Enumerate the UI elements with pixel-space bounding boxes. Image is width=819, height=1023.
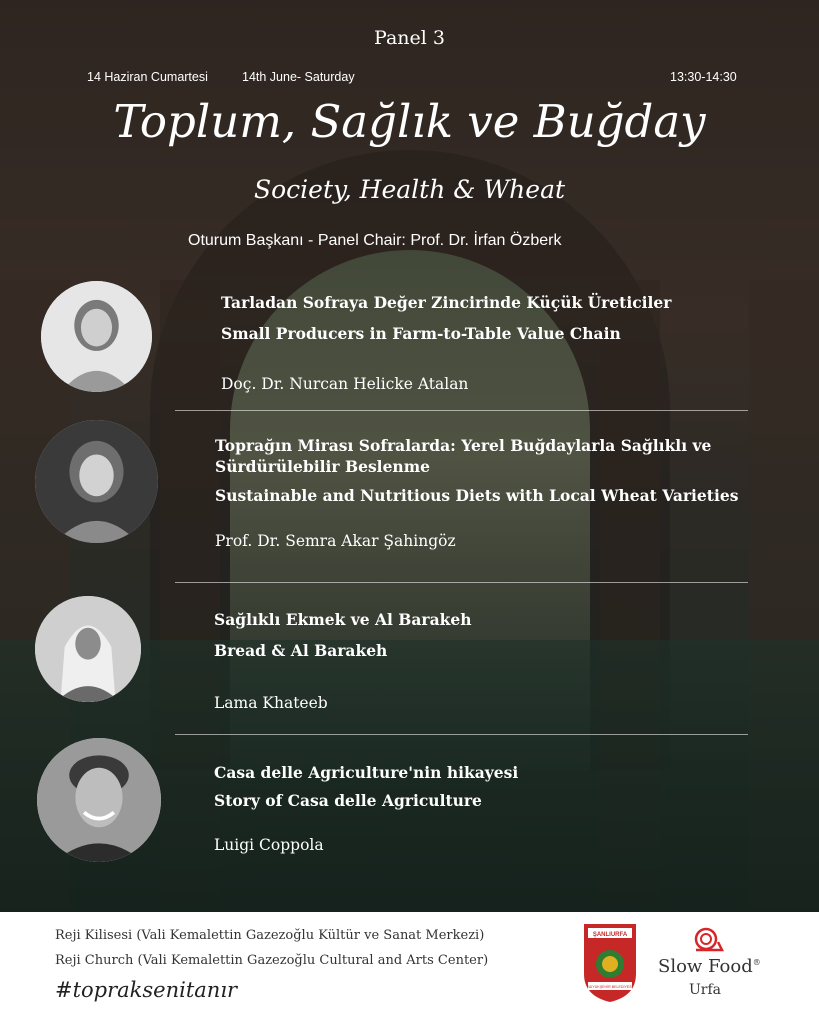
date-english: 14th June- Saturday: [242, 70, 355, 84]
muni-name-top: ŞANLIURFA: [592, 932, 628, 938]
panel-number: Panel 3: [374, 27, 445, 49]
person-icon: [37, 738, 161, 862]
speaker-photo: [37, 738, 161, 862]
person-icon: [35, 596, 141, 702]
divider: [175, 410, 748, 411]
registered-mark: ®: [752, 958, 761, 967]
person-icon: [41, 281, 152, 392]
talk-title-en: Small Producers in Farm-to-Table Value Chain: [221, 324, 621, 343]
divider: [175, 582, 748, 583]
slow-food-text: Slow Food: [658, 956, 753, 977]
date-turkish: 14 Haziran Cumartesi: [87, 70, 208, 84]
speaker-name: Lama Khateeb: [214, 694, 328, 712]
talk-title-en: Bread & Al Barakeh: [214, 641, 388, 660]
municipality-logo-icon: [580, 920, 640, 1004]
talk-title-tr: Toprağın Mirası Sofralarda: Yerel Buğdaylarla Sağlıklı ve Sürdürülebilir Beslenme: [215, 436, 712, 476]
slow-food-wordmark: [658, 956, 761, 977]
slow-food-chapter: Urfa: [689, 982, 722, 998]
talk-title-en: Story of Casa delle Agriculture: [214, 791, 482, 810]
talk-title-tr: Tarladan Sofraya Değer Zincirinde Küçük Üreticiler: [221, 293, 672, 312]
venue-turkish: Reji Kilisesi (Vali Kemalettin Gazezoğlu Kültür ve Sanat Merkezi): [55, 928, 485, 943]
divider: [175, 734, 748, 735]
snail-logo-icon: [692, 926, 726, 954]
speaker-name: Luigi Coppola: [214, 836, 324, 854]
speaker-name: Prof. Dr. Semra Akar Şahingöz: [215, 532, 456, 550]
person-icon: [35, 420, 158, 543]
talk-title-tr: Casa delle Agriculture'nin hikayesi: [214, 763, 519, 782]
muni-name-bottom: BÜYÜKŞEHİR BELEDİYESİ: [587, 985, 633, 989]
talk-title-en: Sustainable and Nutritious Diets with Local Wheat Varieties: [215, 486, 739, 505]
hashtag: #topraksenitanır: [55, 978, 238, 1002]
speaker-photo: [41, 281, 152, 392]
venue-english: Reji Church (Vali Kemalettin Gazezoğlu Cultural and Arts Center): [55, 953, 489, 968]
page-subtitle: Society, Health & Wheat: [253, 175, 566, 204]
page-title: Toplum, Sağlık ve Buğday: [113, 95, 706, 148]
speaker-name: Doç. Dr. Nurcan Helicke Atalan: [221, 375, 469, 393]
session-time: 13:30-14:30: [670, 70, 737, 84]
talk-title-tr: Sağlıklı Ekmek ve Al Barakeh: [214, 610, 472, 629]
footer: [0, 912, 819, 1023]
speaker-photo: [35, 420, 158, 543]
speaker-photo: [35, 596, 141, 702]
panel-chair: Oturum Başkanı - Panel Chair: Prof. Dr. İrfan Özberk: [188, 232, 562, 249]
